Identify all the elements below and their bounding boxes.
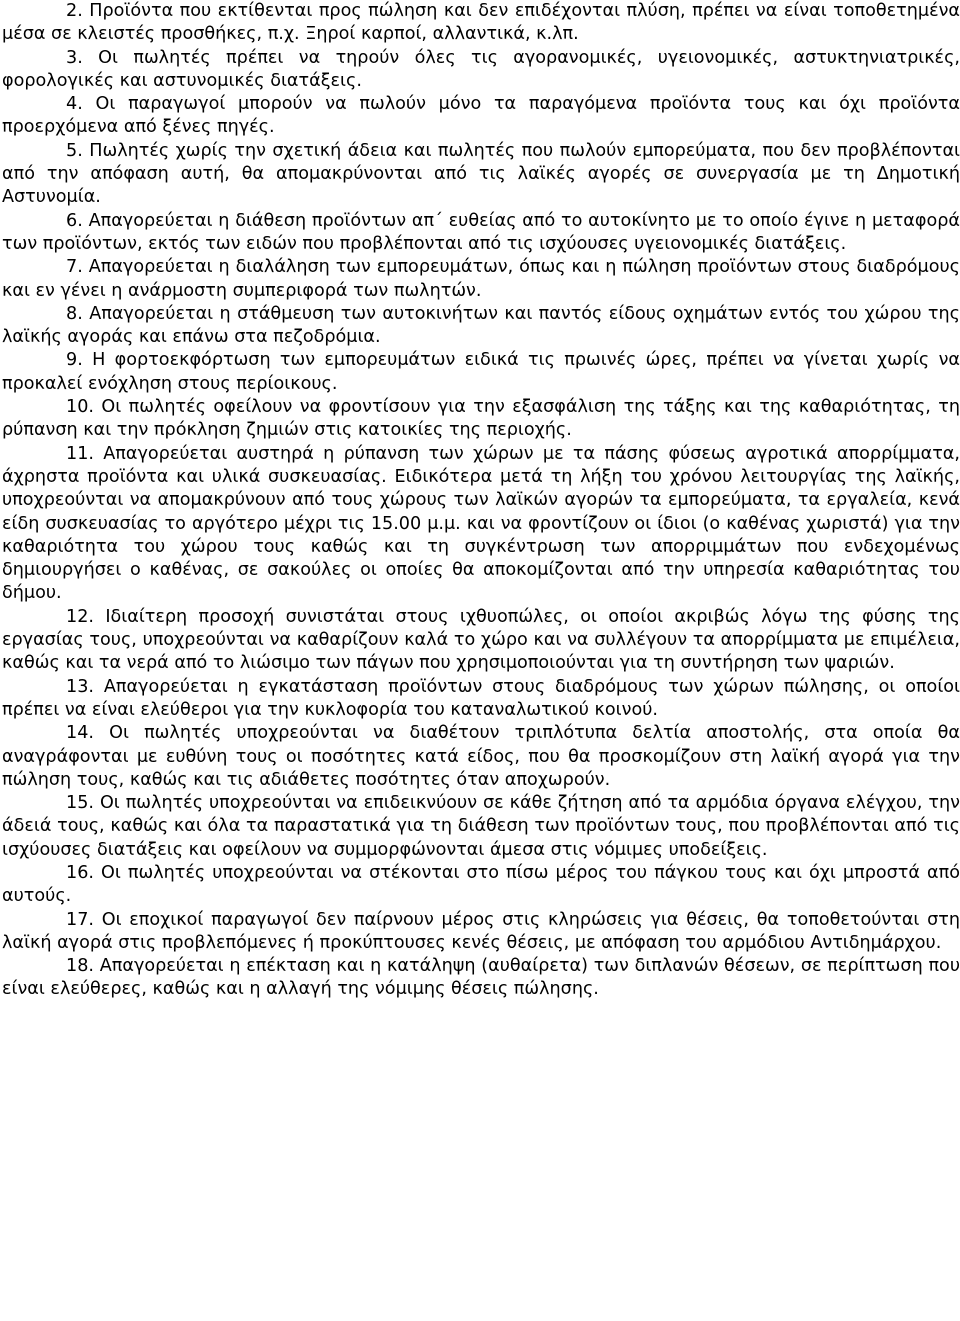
item-text: Οι εποχικοί παραγωγοί δεν παίρνουν μέρος στις κληρώσεις για θέσεις, θα τοποθετούνται στη λαϊκή αγορά στις προβλεπόμενες ή προκύπτουσες κενές θέσεις, με απόφαση του αρμόδιου Αντιδημάρχου. [2, 909, 960, 953]
regulation-item-16 [2, 862, 960, 909]
item-text: Οι πωλητές υποχρεούνται να διαθέτουν τριπλότυπα δελτία αποστολής, στα οποία θα αναγράφονται με ευθύνη τους οι ποσότητες κατά είδος, που θα προσκομίζουν στη λαϊκή αγορά για την πώληση τους, καθώς και τις αδιάθετες ποσότητες όταν αποχωρούν. [2, 723, 960, 790]
item-text: Οι πωλητές οφείλουν να φροντίσουν για την εξασφάλιση της τάξης και της καθαριότητας, τη ρύπανση και την πρόκληση ζημιών στις κατοικίες της περιοχής. [2, 397, 960, 441]
regulation-item-6 [2, 210, 960, 257]
regulation-item-18 [2, 955, 960, 1002]
item-text: Πωλητές χωρίς την σχετική άδεια και πωλητές που πωλούν εμπορεύματα, που δεν προβλέπονται από την απόφαση αυτή, θα απομακρύνονται από τις λαϊκές αγορές σε συνεργασία με τη Δημοτική Αστυνομία. [2, 140, 960, 208]
regulation-item-14 [2, 722, 960, 792]
item-text: Οι παραγωγοί μπορούν να πωλούν μόνο τα παραγόμενα προϊόντα τους και όχι προϊόντα προερχόμενα από ξένες πηγές. [2, 94, 960, 138]
item-text: Οι πωλητές υποχρεούνται να στέκονται στο πίσω μέρος του πάγκου τους και όχι μπροστά από αυτούς. [2, 862, 960, 907]
item-number: 3. [66, 47, 83, 68]
item-text: Οι πωλητές πρέπει να τηρούν όλες τις αγορανομικές, υγειονομικές, αστυκτηνιατρικές, φορολογικές και αστυνομικές διατάξεις. [2, 47, 960, 91]
item-text: Οι πωλητές υποχρεούνται να επιδεικνύουν σε κάθε ζήτηση από τα αρμόδια όργανα ελέγχου, την άδειά τους, καθώς και όλα τα παραστατικά για τη διάθεση των προϊόντων τους, που προβλέπονται από τις ισχύουσες διατάξεις και οφείλουν να συμμορφώνονται άμεσα στις νόμιμες υποδείξεις. [2, 793, 960, 860]
item-number: 7. [66, 257, 83, 278]
item-number: 2. [66, 1, 83, 21]
item-text: Απαγορεύεται η διαλάληση των εμπορευμάτων, όπως και η πώληση προϊόντων στους διαδρόμους και εν γένει η ανάρμοστη συμπεριφορά των πωλητών. [2, 257, 960, 301]
item-text: Απαγορεύεται η εγκατάσταση προϊόντων στους διαδρόμους των χώρων πώλησης, οι οποίοι πρέπει να είναι ελεύθεροι για την κυκλοφορία του καταναλωτικού κοινού. [2, 676, 960, 720]
item-text: Η φορτοεκφόρτωση των εμπορευμάτων ειδικά τις πρωινές ώρες, πρέπει να γίνεται χωρίς να προκαλεί ενόχληση στους περίοικους. [2, 350, 960, 394]
regulation-item-10 [2, 396, 960, 443]
regulation-item-7 [2, 256, 960, 303]
item-number: 18. [66, 956, 94, 977]
item-number: 8. [66, 303, 83, 324]
regulation-item-9 [2, 349, 960, 396]
item-number: 6. [66, 210, 83, 231]
item-text: Απαγορεύεται η στάθμευση των αυτοκινήτων και παντός είδους οχημάτων εντός του χώρου της λαϊκής αγοράς και επάνω στα πεζοδρόμια. [2, 303, 960, 348]
item-text: Προϊόντα που εκτίθενται προς πώληση και δεν επιδέχονται πλύση, πρέπει να είναι τοποθετημένα μέσα σε κλειστές προσθήκες, π.χ. Ξηροί καρποί, αλλαντικά, κ.λπ. [2, 1, 960, 45]
item-text: Απαγορεύεται η διάθεση προϊόντων απ΄ ευθείας από το αυτοκίνητο με το οποίο έγινε η μεταφορά των προϊόντων, εκτός των ειδών που προβλέπονται από τις ισχύουσες υγειονομικές διατάξεις. [2, 210, 960, 254]
regulation-item-4 [2, 93, 960, 140]
regulation-item-2 [2, 0, 960, 47]
regulation-item-17 [2, 909, 960, 956]
regulation-item-12 [2, 606, 960, 676]
regulation-item-8 [2, 303, 960, 350]
item-number: 12. [66, 606, 94, 627]
item-number: 17. [66, 909, 94, 930]
item-number: 4. [66, 94, 83, 115]
regulation-item-5 [2, 140, 960, 210]
item-number: 10. [66, 397, 94, 418]
regulation-item-15 [2, 792, 960, 862]
item-number: 9. [66, 350, 83, 371]
item-number: 16. [66, 862, 94, 883]
regulation-item-11 [2, 443, 960, 606]
item-number: 14. [66, 723, 94, 744]
item-text: Ιδιαίτερη προσοχή συνιστάται στους ιχθυοπώλες, οι οποίοι ακριβώς λόγω της φύσης της εργασίας τους, υποχρεούνται να καθαρίζουν καλά το χώρο και να συλλέγουν τα απορρίμματα με επιμέλεια, καθώς και τα νερά από το λιώσιμο των πάγων που χρησιμοποιούνται για τη συντήρηση των ψαριών. [2, 606, 960, 674]
item-number: 15. [66, 793, 94, 814]
regulation-item-13 [2, 676, 960, 723]
regulation-item-3 [2, 47, 960, 94]
item-number: 5. [66, 140, 83, 161]
item-text: Απαγορεύεται η επέκταση και η κατάληψη (αυθαίρετα) των διπλανών θέσεων, σε περίπτωση που είναι ελεύθερες, καθώς και η αλλαγή της νόμιμης θέσεις πώλησης. [2, 956, 960, 1000]
item-text: Απαγορεύεται αυστηρά η ρύπανση των χώρων με τα πάσης φύσεως αγροτικά απορρίμματα, άχρηστα προϊόντα και υλικά συσκευασίας. Ειδικότερα μετά τη λήξη του χρόνου λειτουργίας της λαϊκής, υποχρεούνται να απομακρύνουν από τους χώρους των λαϊκών αγορών τα εμπορεύματα, τα εργαλεία, κενά είδη συσκευασίας το αργότερο μέχρι τις 15.00 μ.μ. και να φροντίζουν οι ίδιοι (ο καθένας χωριστά) για την καθαριότητα του χώρου τους καθώς και τη συγκέντρωση των απορριμμάτων που ενδεχομένως δημιουργήσει ο καθένας, σε σακούλες οι οποίες θα αποκομίζονται από την υπηρεσία καθαριότητας του δήμου. [2, 443, 960, 604]
item-number: 13. [66, 676, 94, 697]
item-number: 11. [66, 443, 94, 464]
